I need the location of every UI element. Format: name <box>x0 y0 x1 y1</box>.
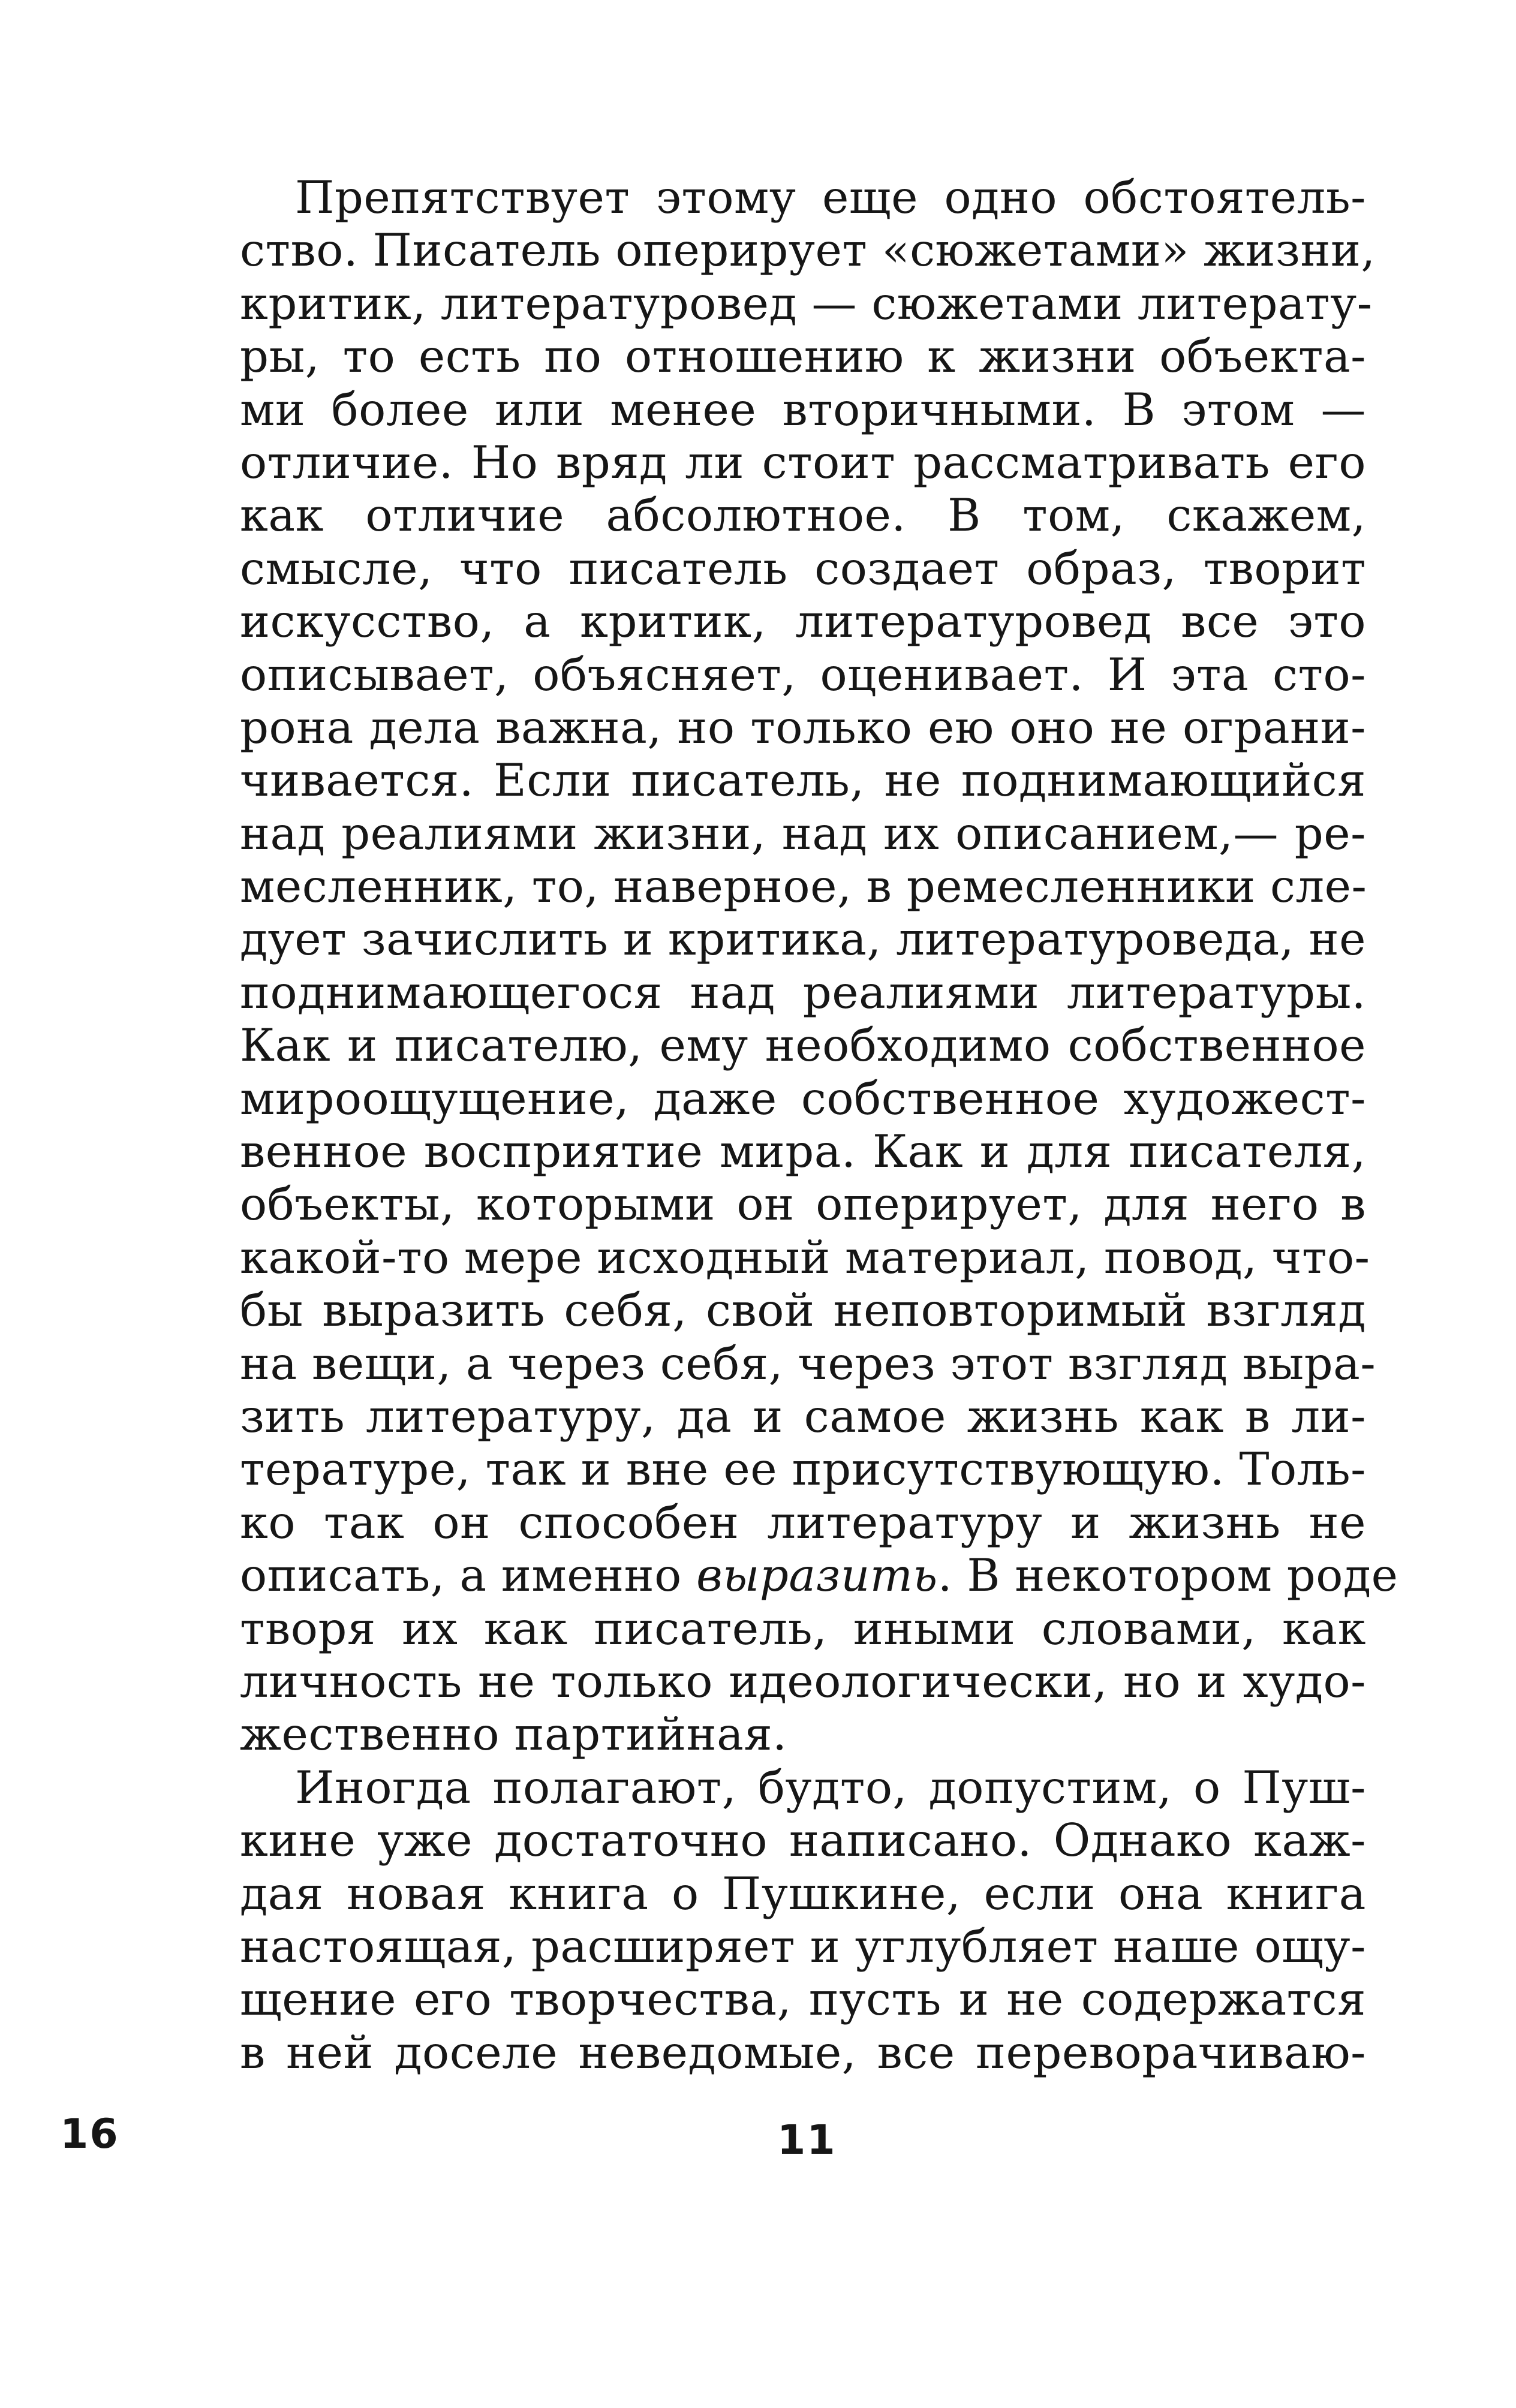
text-line-with-emphasis <box>240 1549 1398 1602</box>
text-line: на вещи, а через себя, через этот взгляд выра- <box>240 1337 1376 1390</box>
text-line: ры, то есть по отношению к жизни объекта- <box>240 330 1366 383</box>
text-line: поднимающегося над реалиями литературы. <box>240 965 1366 1019</box>
text-line: в ней доселе неведомые, все переворачиваю- <box>240 2025 1366 2079</box>
text-line: Препятствует этому еще одно обстоятель- <box>295 171 1366 224</box>
text-line: объекты, которыми он оперирует, для него в <box>240 1178 1366 1231</box>
text-line: ство. Писатель оперирует «сюжетами» жизни, <box>240 224 1376 277</box>
text-line: венное восприятие мира. Как и для писателя, <box>240 1125 1366 1178</box>
text-line: над реалиями жизни, над их описанием,— ре- <box>240 806 1366 860</box>
text-line: критик, литературовед — сюжетами литерату- <box>240 276 1373 330</box>
text-line: описывает, объясняет, оценивает. И эта сто- <box>240 648 1366 701</box>
body-text <box>240 171 1398 2079</box>
text-line: бы выразить себя, свой неповторимый взгляд <box>240 1284 1366 1337</box>
signature-mark: 16 <box>60 2111 119 2158</box>
text-line: дует зачислить и критика, литературоведа, не <box>240 913 1366 966</box>
text-line: дая новая книга о Пушкине, если она книга <box>240 1867 1366 1920</box>
text-line: Как и писателю, ему необходимо собственное <box>240 1019 1366 1072</box>
text-line: щение его творчества, пусть и не содержатся <box>240 1973 1366 2026</box>
text-line: зить литературу, да и самое жизнь как в ли- <box>240 1389 1366 1443</box>
page-number: 11 <box>777 2117 837 2164</box>
text-line: ми более или менее вторичными. В этом — <box>240 383 1366 436</box>
text-line: смысле, что писатель создает образ, творит <box>240 541 1366 595</box>
emphasis-word: выразить <box>696 1549 938 1602</box>
text-line: как отличие абсолютное. В том, скажем, <box>240 489 1366 542</box>
text-line: мироощущение, даже собственное художест- <box>240 1071 1366 1125</box>
text-line: Иногда полагают, будто, допустим, о Пуш- <box>295 1760 1366 1814</box>
text-line: искусство, а критик, литературовед все это <box>240 595 1366 648</box>
text-run: . В некотором роде <box>937 1549 1398 1602</box>
text-line: ко так он способен литературу и жизнь не <box>240 1495 1366 1549</box>
text-line: настоящая, расширяет и углубляет наше ощу- <box>240 1919 1366 1973</box>
text-line: какой-то мере исходный материал, повод, что- <box>240 1230 1370 1284</box>
text-line: отличие. Но вряд ли стоит рассматривать его <box>240 435 1366 489</box>
text-run: описать, а именно <box>240 1549 697 1602</box>
text-line: жественно партийная. <box>240 1708 787 1761</box>
text-line: рона дела важна, но только ею оно не ограни- <box>240 700 1366 754</box>
text-line: месленник, то, наверное, в ремесленники сле- <box>240 860 1367 913</box>
text-line: чивается. Если писатель, не поднимающийся <box>240 754 1366 807</box>
text-line: личность не только идеологически, но и худо- <box>240 1654 1366 1708</box>
text-line: творя их как писатель, иными словами, как <box>240 1602 1366 1655</box>
text-line: кине уже достаточно написано. Однако каж- <box>240 1814 1366 1867</box>
text-line: тературе, так и вне ее присутствующую. Толь- <box>240 1443 1366 1496</box>
